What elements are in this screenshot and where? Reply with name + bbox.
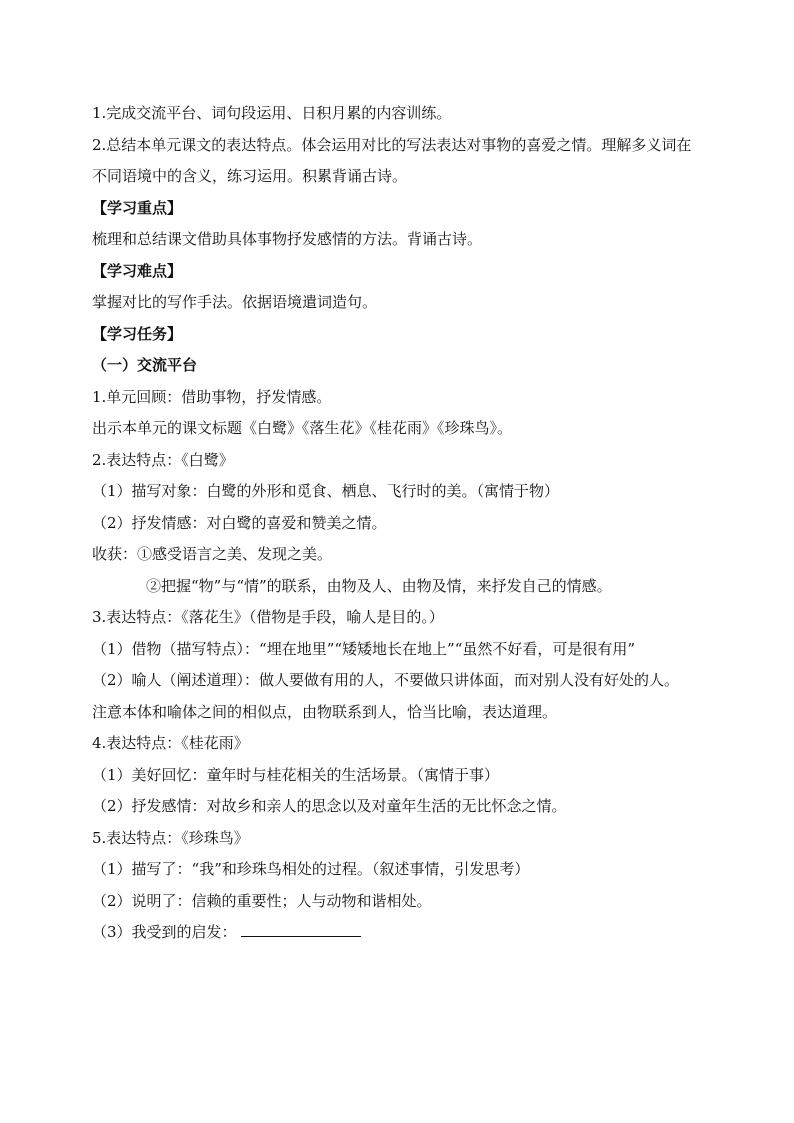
document-body — [92, 98, 704, 949]
objective-1: 1.完成交流平台、词句段运用、日积月累的内容训练。 — [92, 104, 452, 122]
guihuayu-emotion: （2）抒发感情：对故乡和亲人的思念以及对童年生活的无比怀念之情。 — [92, 797, 567, 815]
zhenzhuniao-explanation: （2）说明了：信赖的重要性；人与动物和谐相处。 — [92, 891, 432, 910]
section1-heading: （一）交流平台 — [92, 356, 198, 374]
unit-review-line: 1.单元回顾：借助事物，抒发情感。 — [92, 387, 332, 406]
luohuasheng-heading: 3.表达特点：《落花生》（借物是手段，喻人是目的。） — [92, 608, 444, 626]
zhenzhuniao-heading: 5.表达特点：《珍珠鸟》 — [92, 828, 249, 847]
answer-blank[interactable] — [241, 935, 361, 937]
gain-line-1: 收获：①感受语言之美、发现之美。 — [92, 545, 333, 563]
guihuayu-memory: （1）美好回忆：童年时与桂花相关的生活场景。（寓情于事） — [92, 765, 500, 784]
tasks-heading: 【学习任务】 — [92, 324, 183, 343]
difficulty-heading: 【学习难点】 — [92, 261, 183, 280]
difficulty-text: 掌握对比的写作手法。依据语境遣词造句。 — [92, 293, 378, 311]
luohuasheng-meaning: （2）喻人（阐述道理）：做人要做有用的人，不要做只讲体面，而对别人没有好处的人。 — [92, 671, 680, 689]
bailu-object: （1）描写对象：白鹭的外形和觅食、栖息、飞行时的美。（寓情于物） — [92, 482, 560, 500]
luohuasheng-object: （1）借物（描写特点）：“埋在地里”“矮矮地长在地上”“虽然不好看，可是很有用” — [92, 639, 636, 658]
zhenzhuniao-inspiration-row — [92, 917, 704, 949]
gain-line-2: ②把握“物”与“情”的联系，由物及人、由物及情，来抒发自己的情感。 — [146, 576, 612, 595]
zhenzhuniao-inspiration-label: （3）我受到的启发： — [92, 923, 237, 941]
key-points-text: 梳理和总结课文借助具体事物抒发感情的方法。背诵古诗。 — [92, 230, 483, 248]
key-points-heading: 【学习重点】 — [92, 198, 183, 217]
lesson-titles-line: 出示本单元的课文标题《白鹭》《落生花》《桂花雨》《珍珠鸟》。 — [92, 419, 513, 437]
bailu-emotion: （2）抒发情感：对白鹭的喜爱和赞美之情。 — [92, 513, 387, 532]
metaphor-note: 注意本体和喻体之间的相似点，由物联系到人，恰当比喻，表达道理。 — [92, 702, 558, 721]
objective-2: 2.总结本单元课文的表达特点。体会运用对比的写法表达对事物的喜爱之情。理解多义词在不同语境中的含义，练习运用。积累背诵古诗。 — [92, 135, 692, 185]
zhenzhuniao-description: （1）描写了：“我”和珍珠鸟相处的过程。（叙述事情，引发思考） — [92, 860, 530, 878]
bailu-heading: 2.表达特点：《白鹭》 — [92, 450, 234, 469]
guihuayu-heading: 4.表达特点：《桂花雨》 — [92, 734, 249, 752]
